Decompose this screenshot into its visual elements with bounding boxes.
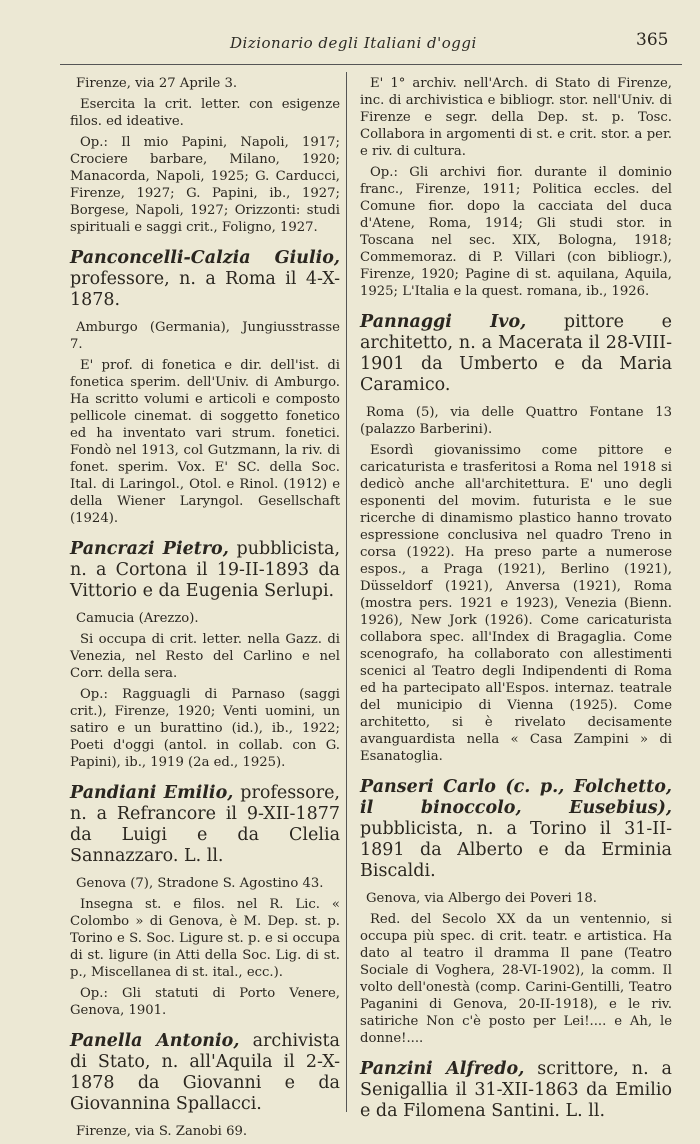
entry-name: Panseri Carlo (c. p., Folchetto, il binoccolo, Eusebius), (360, 777, 672, 818)
address: Genova, via Albergo dei Poveri 18. (366, 891, 597, 906)
column-divider (346, 72, 347, 1112)
address: Firenze, via 27 Aprile 3. (76, 76, 238, 91)
entry-text: Red. del Secolo XX da un ventennio, si occupa più spec. di crit. teatr. e artistica. Ha dato al teatro il dramma Il pane (Teatro Sociale di Voghera, 28-VI-1902), la comm. Il volto dell'onestà (comp. Carini-Gentilli, Teatro Paganini di Genova, 20-II-1918), e le riv. satiriche Non c'è posto per Lei!.... e Ah, le donne!.... (360, 912, 672, 1046)
entry-text: Esercita la crit. letter. con esigenze filos. ed ideative. (70, 97, 340, 129)
entry-name: Pandiani Emilio, (70, 783, 234, 803)
entry-text: Si occupa di crit. letter. nella Gazz. di Venezia, nel Resto del Carlino e nel Corr. della sera. (70, 632, 340, 681)
entry-intro: pubblicista, n. a Torino il 31-II-1891 da Alberto e da Erminia Biscaldi. (360, 819, 672, 881)
entry-text: E' 1° archiv. nell'Arch. di Stato di Firenze, inc. di archivistica e bibliogr. stor. nell'Univ. di Firenze e segr. della Dep. st. p. Tosc. Collabora in argomenti di st. e crit. stor. a per. e riv. di cultura. (360, 76, 672, 159)
entry-intro: archivista di Stato, n. all'Aquila il 2-X-1878 da Giovanni e da Giovannina Spallacci. (70, 1031, 340, 1114)
entry-heading (360, 312, 672, 396)
entry-heading (360, 1059, 672, 1122)
address: Firenze, via S. Zanobi 69. (76, 1124, 248, 1139)
left-column (70, 75, 340, 1144)
works-list: Op.: Gli archivi fior. durante il dominio franc., Firenze, 1911; Politica eccles. del Comune fior. dopo la cacciata del duca d'Atene, Roma, 1914; Gli studi stor. in Toscana nel sec. XIX, Bologna, 1918; Commemoraz. di P. Villari (con bibliogr.), Firenze, 1920; Pagine di st. aquilana, Aquila, 1925; L'Italia e la quest. romana, ib., 1926. (360, 165, 672, 299)
entry-heading (70, 783, 340, 867)
address: Roma (5), via delle Quattro Fontane 13 (palazzo Barberini). (360, 405, 672, 437)
entry-name: Pannaggi Ivo, (360, 312, 527, 332)
entry-text: E' prof. di fonetica e dir. dell'ist. di fonetica sperim. dell'Univ. di Amburgo. Ha scritto volumi e articoli e composto pellicole cinemat. di soggetto fonetico ed ha inventato vari strum. fonetici. Fondò nel 1913, col Gutzmann, la riv. di fonet. sperim. Vox. E' SC. della Soc. Ital. di Laringol., Otol. e Rinol. (1912) e della Wiener Laryngol. Gesellschaft (1924). (70, 358, 340, 526)
entry-text: Insegna st. e filos. nel R. Lic. « Colombo » di Genova, è M. Dep. st. p. Torino e S. Soc. Ligure st. p. e si occupa di st. ligure (in Atti della Soc. Lig. di st. p., Miscellanea di st. ital., ecc.). (70, 897, 340, 980)
entry-name: Panella Antonio, (70, 1031, 240, 1051)
entry-heading (360, 777, 672, 882)
page-number: 365 (636, 30, 669, 50)
entry-intro: professore, n. a Roma il 4-X-1878. (70, 269, 340, 310)
entry-name: Panzini Alfredo, (360, 1059, 525, 1079)
entry-heading (70, 539, 340, 602)
entry-text: Esordì giovanissimo come pittore e caricaturista e trasferitosi a Roma nel 1918 si dedicò anche all'architettura. E' uno degli esponenti del movim. futurista e le sue ricerche di dinamismo plastico hanno trovato espressione conclusiva nel quadro Treno in corsa (1922). Ha preso parte a numerose espos., a Praga (1921), Berlino (1921), Düsseldorf (1921), Anversa (1921), Roma (mostra pers. 1921 e 1923), Venezia (Bienn. 1926), New Jork (1926). Come caricaturista collabora spec. all'Index di Bragaglia. Come scenografo, ha collaborato con allestimenti scenici al Teatro degli Indipendenti di Roma ed ha partecipato all'Espos. internaz. teatrale del municipio di Vienna (1925). Come architetto, si è rivelato decisamente avanguardista nella « Casa Zampini » di Esanatoglia. (360, 443, 672, 764)
works-list: Op.: Il mio Papini, Napoli, 1917; Crociere barbare, Milano, 1920; Manacorda, Napoli, 1925; G. Carducci, Firenze, 1927; G. Papini, ib., 1927; Borgese, Napoli, 1927; Orizzonti: studi spirituali e saggi crit., Foligno, 1927. (70, 135, 340, 235)
entry-heading (70, 1031, 340, 1115)
entry-heading (70, 248, 340, 311)
entry-name: Panconcelli-Calzia Giulio, (70, 248, 340, 268)
right-column (360, 75, 672, 1130)
works-list: Op.: Gli statuti di Porto Venere, Genova, 1901. (70, 986, 340, 1018)
address: Genova (7), Stradone S. Agostino 43. (76, 876, 324, 891)
works-list: Op.: Ragguagli di Parnaso (saggi crit.), Firenze, 1920; Venti uomini, un satiro e un burattino (id.), ib., 1922; Poeti d'oggi (antol. in collab. con G. Papini), ib., 1919 (2a ed., 1925). (70, 687, 340, 770)
header-rule (60, 64, 682, 65)
entry-name: Pancrazi Pietro, (70, 539, 229, 559)
address: Amburgo (Germania), Jungiusstrasse 7. (70, 320, 340, 352)
entry-intro: pittore e architetto, n. a Macerata il 28-VIII-1901 da Umberto e da Maria Caramico. (360, 312, 672, 395)
entry-intro: scrittore, n. a Senigallia il 31-XII-1863 da Emilio e da Filomena Santini. L. ll. (360, 1059, 672, 1121)
running-title: Dizionario degli Italiani d'oggi (230, 34, 477, 52)
address: Camucia (Arezzo). (76, 611, 199, 626)
entry-intro: professore, n. a Refrancore il 9-XII-1877 da Luigi e da Clelia Sannazzaro. L. ll. (70, 783, 340, 866)
entry-intro: pubblicista, n. a Cortona il 19-II-1893 da Vittorio e da Eugenia Serlupi. (70, 539, 341, 601)
